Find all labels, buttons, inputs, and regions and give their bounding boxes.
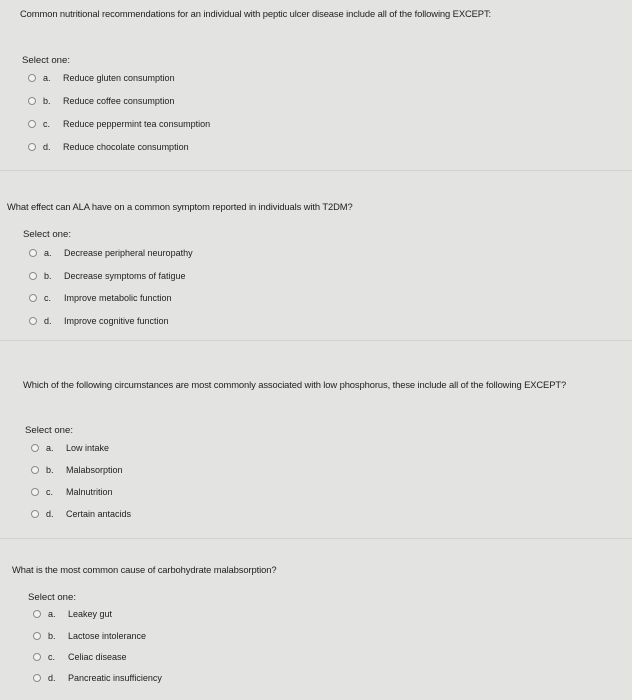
option-label: Reduce coffee consumption [63, 96, 175, 106]
option-label: Decrease peripheral neuropathy [64, 248, 193, 258]
option-label: Reduce gluten consumption [63, 73, 175, 83]
option-label: Leakey gut [68, 609, 113, 619]
option-letter: c. [48, 652, 56, 662]
option-label: Reduce peppermint tea consumption [63, 119, 211, 129]
question-4-option-a[interactable] [33, 607, 112, 621]
question-2-option-b[interactable] [29, 269, 186, 283]
option-label: Certain antacids [66, 509, 132, 519]
radio-button[interactable] [31, 510, 39, 518]
question-3-option-d[interactable] [31, 507, 131, 521]
question-2-text: What effect can ALA have on a common symptom reported in individuals with T2DM? [7, 201, 353, 212]
question-2-select-label: Select one: [23, 229, 72, 240]
question-1-select-label: Select one: [22, 55, 71, 66]
question-divider [0, 538, 632, 539]
radio-button[interactable] [29, 249, 37, 257]
question-2-option-a[interactable] [29, 246, 193, 260]
option-label: Improve metabolic function [64, 293, 172, 303]
option-letter: d. [46, 509, 54, 519]
radio-button[interactable] [29, 317, 37, 325]
radio-button[interactable] [31, 444, 39, 452]
question-1-option-b[interactable] [28, 94, 174, 108]
option-label: Pancreatic insufficiency [68, 673, 162, 683]
radio-button[interactable] [33, 674, 41, 682]
option-letter: d. [43, 142, 51, 152]
option-letter: d. [48, 673, 56, 683]
question-1-option-d[interactable] [28, 140, 189, 154]
option-letter: a. [48, 609, 56, 619]
question-4-option-b[interactable] [33, 629, 146, 643]
option-letter: d. [44, 316, 52, 326]
question-4-option-d[interactable] [33, 671, 162, 685]
radio-button[interactable] [29, 272, 37, 280]
option-letter: a. [43, 73, 51, 83]
option-letter: a. [44, 248, 52, 258]
option-letter: a. [46, 443, 54, 453]
option-label: Malabsorption [66, 465, 123, 475]
question-2-option-d[interactable] [29, 314, 169, 328]
radio-button[interactable] [33, 653, 41, 661]
radio-button[interactable] [31, 488, 39, 496]
option-label: Reduce chocolate consumption [63, 142, 189, 152]
radio-button[interactable] [33, 610, 41, 618]
radio-button[interactable] [28, 120, 36, 128]
question-divider [0, 170, 632, 171]
option-label: Improve cognitive function [64, 316, 169, 326]
option-letter: c. [44, 293, 52, 303]
question-4-select-label: Select one: [28, 592, 77, 603]
option-label: Low intake [66, 443, 110, 453]
question-3-text: Which of the following circumstances are most commonly associated with low phosphorus, these include all of the following EXCEPT? [23, 379, 567, 390]
question-divider [0, 340, 632, 341]
radio-button[interactable] [31, 466, 39, 474]
question-1-option-c[interactable] [28, 117, 210, 131]
radio-button[interactable] [28, 97, 36, 105]
question-3-option-c[interactable] [31, 485, 113, 499]
radio-button[interactable] [28, 143, 36, 151]
radio-button[interactable] [33, 632, 41, 640]
question-2-option-c[interactable] [29, 291, 172, 305]
option-letter: b. [43, 96, 51, 106]
question-3-option-b[interactable] [31, 463, 123, 477]
question-3-select-label: Select one: [25, 425, 74, 436]
option-letter: b. [46, 465, 54, 475]
question-4-text: What is the most common cause of carbohydrate malabsorption? [12, 564, 277, 575]
option-letter: b. [48, 631, 56, 641]
option-letter: c. [46, 487, 54, 497]
option-letter: b. [44, 271, 52, 281]
radio-button[interactable] [29, 294, 37, 302]
option-label: Decrease symptoms of fatigue [64, 271, 186, 281]
option-label: Malnutrition [66, 487, 113, 497]
question-1-text: Common nutritional recommendations for an individual with peptic ulcer disease include all of the following EXCEPT: [20, 8, 492, 19]
question-4-option-c[interactable] [33, 650, 127, 664]
radio-button[interactable] [28, 74, 36, 82]
option-label: Celiac disease [68, 652, 127, 662]
question-1-option-a[interactable] [28, 71, 175, 85]
question-3-option-a[interactable] [31, 441, 109, 455]
option-label: Lactose intolerance [68, 631, 147, 641]
option-letter: c. [43, 119, 51, 129]
